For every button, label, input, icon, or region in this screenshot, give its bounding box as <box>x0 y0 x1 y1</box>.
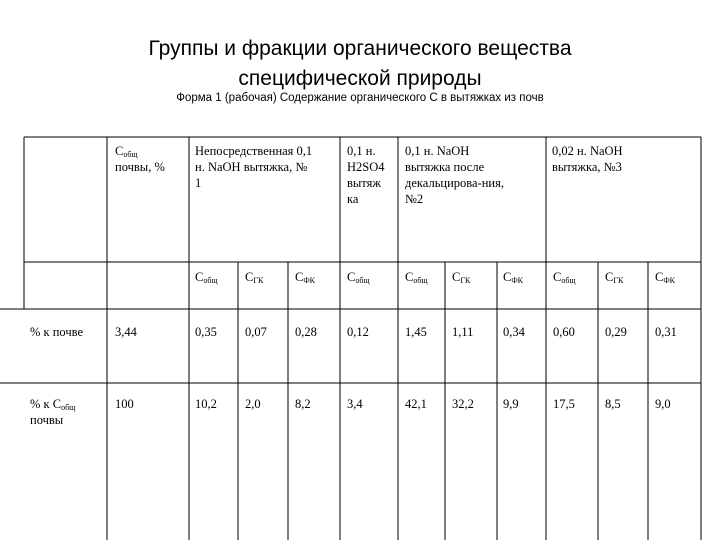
header-group-3-line-3: декальцирова-ния, <box>405 176 504 190</box>
subheader-c-obsch-2: $С_{общ}$ <box>347 270 370 285</box>
page-title: Группы и фракции органического вещества <box>148 37 572 60</box>
table-cell: 100 <box>115 397 134 411</box>
subheader-c-gk-3: $С_{ГК}$ <box>605 270 624 285</box>
table-cell: 42,1 <box>405 397 427 411</box>
table-cell: 8,2 <box>295 397 311 411</box>
header-c-total-line2: почвы, % <box>115 160 165 174</box>
header-group-2-line-3: вытяж <box>347 176 381 190</box>
table-cell: 9,0 <box>655 397 671 411</box>
header-group-1-line-3: 1 <box>195 176 202 190</box>
header-group-4-line-1: 0,02 н. NaOH <box>552 144 623 158</box>
header-group-2-line-4: ка <box>347 192 359 206</box>
table-cell: 2,0 <box>245 397 261 411</box>
subheader-c-gk-2: $С_{ГК}$ <box>452 270 471 285</box>
table-cell: 17,5 <box>553 397 575 411</box>
table-cell: 32,2 <box>452 397 474 411</box>
header-group-3-line-1: 0,1 н. NaOH <box>405 144 470 158</box>
table-cell: 10,2 <box>195 397 217 411</box>
subheader-c-obsch-1: $С_{общ}$ <box>195 270 218 285</box>
header-group-2-line-1: 0,1 н. <box>347 144 376 158</box>
table-cell: 3,4 <box>347 397 363 411</box>
page-title-line2: специфической природы <box>238 67 482 90</box>
table-cell: 0,31 <box>655 325 677 339</box>
row-label-percent-soil: % к почве <box>30 325 84 339</box>
table-cell: 1,11 <box>452 325 474 339</box>
header-group-4-line-2: вытяжка, №3 <box>552 160 622 174</box>
header-group-1-line-1: Непосредственная 0,1 <box>195 144 313 158</box>
table-cell: 0,34 <box>503 325 525 339</box>
table-cell: 0,35 <box>195 325 217 339</box>
row-label-percent-c-total: % к $С_{общ}$ <box>30 397 76 412</box>
subheader-c-fk-1: $С_{ФК}$ <box>295 270 315 285</box>
row-label-percent-c-total-line2: почвы <box>30 413 64 427</box>
header-group-3-line-2: вытяжка после <box>405 160 485 174</box>
subheader-c-gk-1: $С_{ГК}$ <box>245 270 264 285</box>
header-group-2-line-2: H2SO4 <box>347 160 385 174</box>
subheader-c-obsch-4: $С_{общ}$ <box>553 270 576 285</box>
table-cell: 0,07 <box>245 325 267 339</box>
table-cell: 0,12 <box>347 325 369 339</box>
table-cell: 3,44 <box>115 325 137 339</box>
table-cell: 9,9 <box>503 397 519 411</box>
page-subtitle: Форма 1 (рабочая) Содержание органического С в вытяжках из почв <box>176 92 544 104</box>
subheader-c-fk-2: $С_{ФК}$ <box>503 270 523 285</box>
table-cell: 0,29 <box>605 325 627 339</box>
table-cell: 1,45 <box>405 325 427 339</box>
header-c-total: $С_{общ}$ <box>115 144 138 159</box>
table-cell: 8,5 <box>605 397 621 411</box>
subheader-c-fk-3: $С_{ФК}$ <box>655 270 675 285</box>
header-group-3-line-4: №2 <box>405 192 424 206</box>
subheader-c-obsch-3: $С_{общ}$ <box>405 270 428 285</box>
table-cell: 0,60 <box>553 325 575 339</box>
header-group-1-line-2: н. NaOH вытяжка, № <box>195 160 308 174</box>
table-cell: 0,28 <box>295 325 317 339</box>
